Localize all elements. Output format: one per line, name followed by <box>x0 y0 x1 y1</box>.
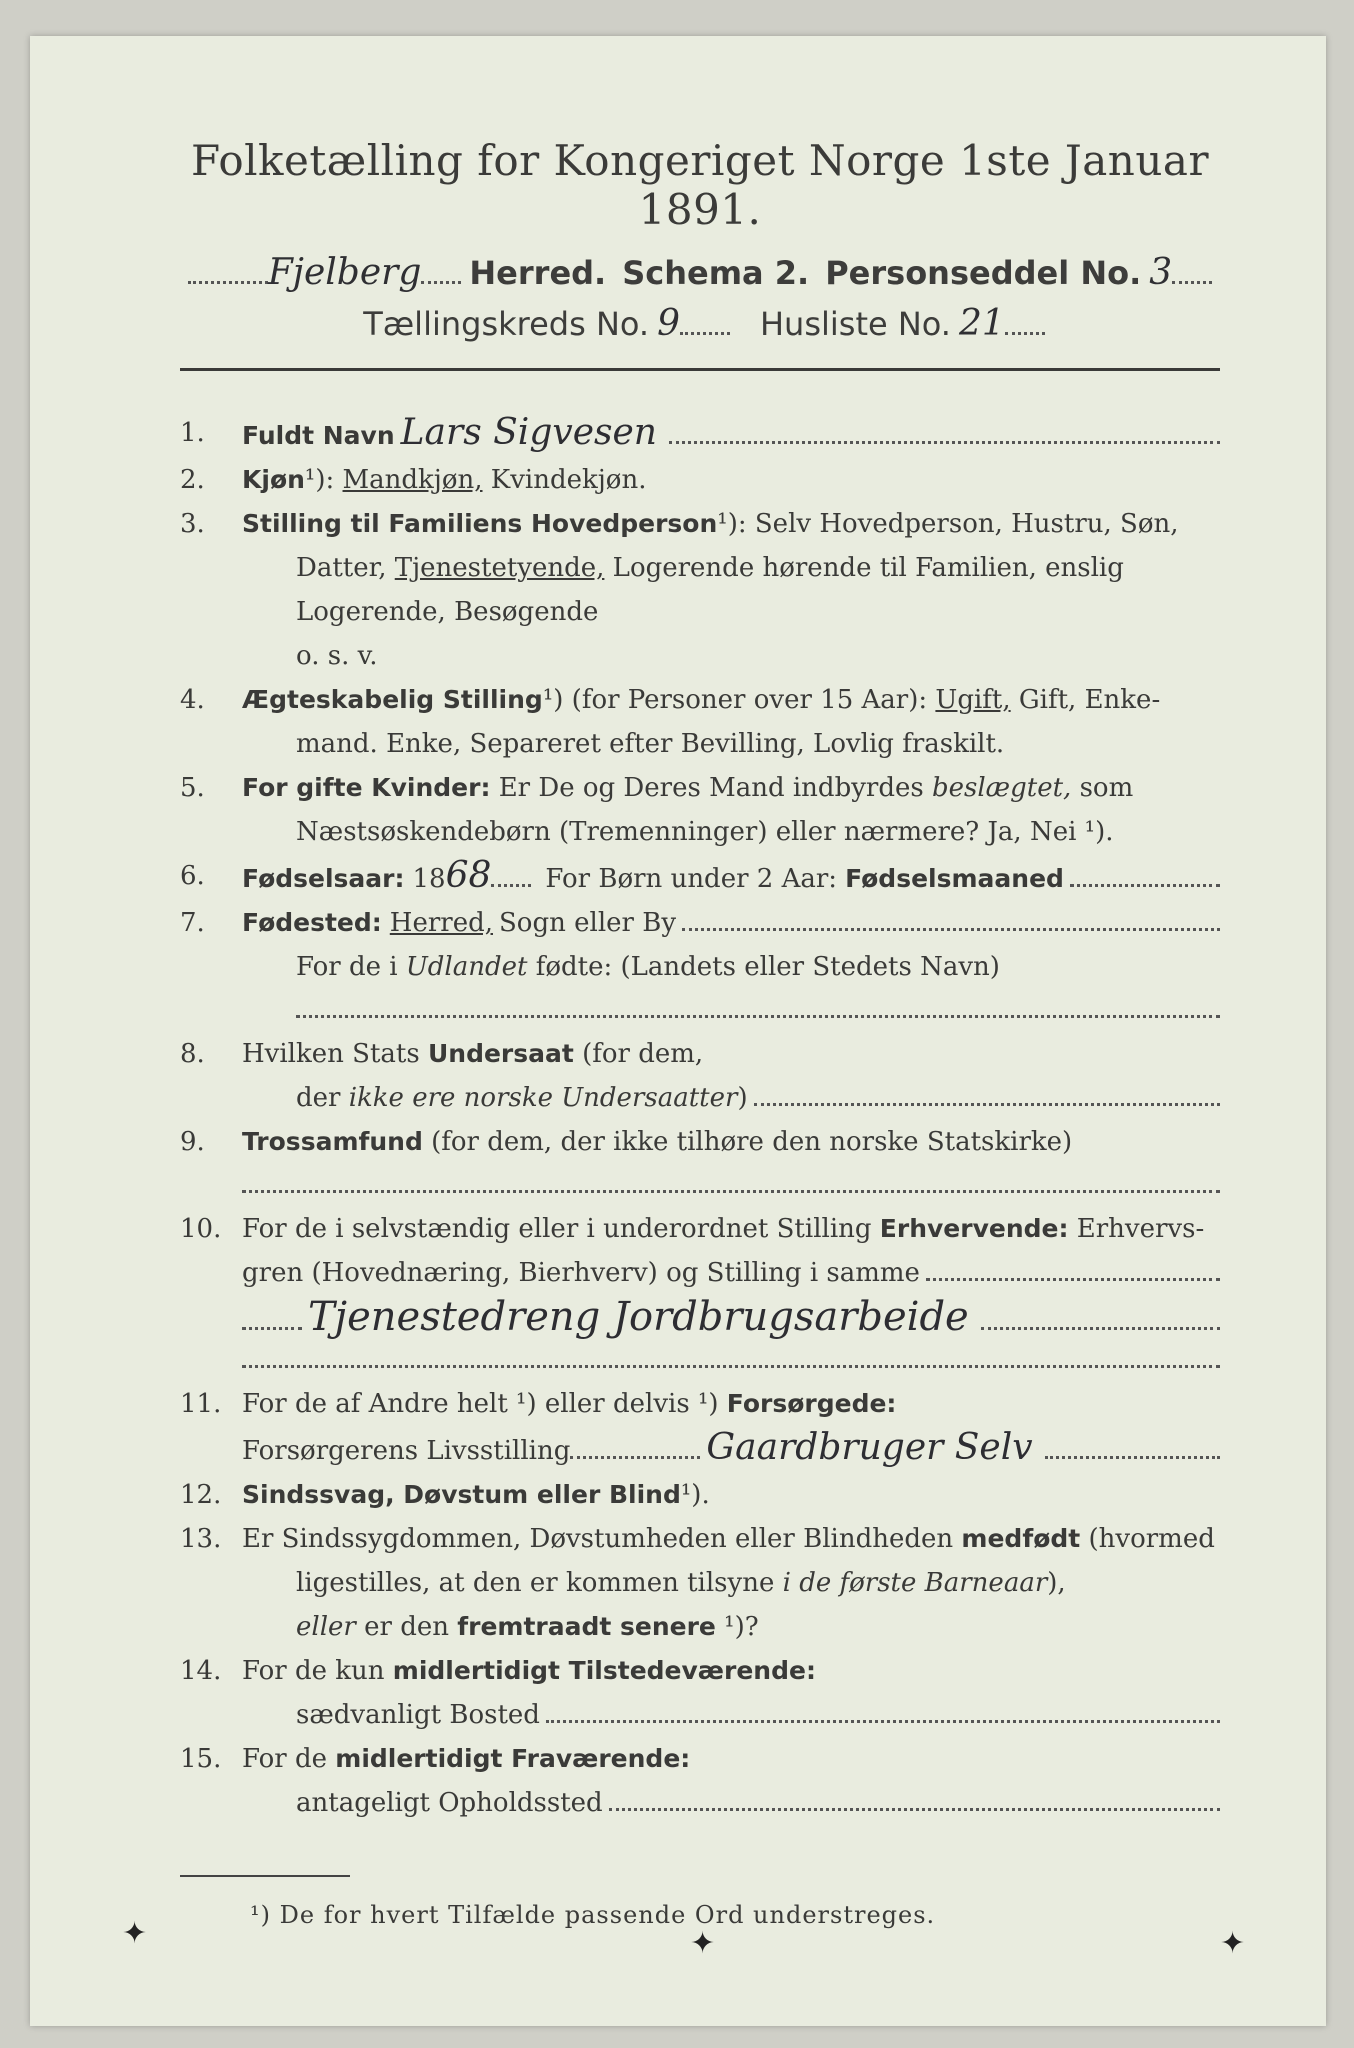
temporary-present-label: midlertidigt Tilstedeværende: <box>392 1656 816 1685</box>
option-tjenestetyende: Tjenestetyende, <box>394 553 605 583</box>
center-mark: ✦ <box>690 1926 716 1961</box>
birth-year-value: 68 <box>445 855 492 896</box>
full-name-value: Lars Sigvesen <box>400 412 657 453</box>
item-number: 5. <box>180 773 205 803</box>
header-line-2 <box>180 303 1220 344</box>
dotted-leader <box>242 1164 1220 1193</box>
question-text: er den <box>364 1612 449 1642</box>
personseddel-label: Personseddel No. <box>825 254 1142 292</box>
dotted-leader <box>570 1456 700 1459</box>
question-text: (for dem, der ikke tilhøre den norske Statskirke) <box>431 1127 1073 1157</box>
item-15 <box>180 1737 1220 1825</box>
item-number: 12. <box>180 1480 222 1510</box>
full-name-label: Fuldt Navn <box>242 421 395 450</box>
question-text: som <box>1079 773 1134 803</box>
birth-year-prefix: 18 <box>412 864 446 894</box>
dotted-leader <box>680 332 730 335</box>
question-text: Udlandet <box>405 952 528 982</box>
religion-label: Trossamfund <box>242 1127 423 1156</box>
question-text: gren (Hovednæring, Bierhverv) og Stilling i samme <box>242 1258 920 1288</box>
item-3 <box>180 502 1220 678</box>
item-13 <box>180 1517 1220 1649</box>
option-text: o. s. v. <box>296 641 378 671</box>
dotted-leader <box>1045 1430 1220 1459</box>
herred-value: Fjelberg <box>267 252 422 293</box>
dotted-leader <box>421 281 461 284</box>
question-text: (for dem, <box>582 1039 704 1069</box>
footnote-ref: ¹): <box>717 509 747 539</box>
birthplace-label: Fødested: <box>242 908 382 937</box>
corner-mark: ✦ <box>1220 1926 1246 1961</box>
item-7 <box>180 901 1220 1018</box>
dotted-leader <box>682 902 1220 931</box>
question-text: For Børn under 2 Aar: <box>545 864 838 894</box>
option-text: Logerende, Besøgende <box>296 597 599 627</box>
dotted-leader <box>669 415 1220 444</box>
kreds-value: 9 <box>657 303 680 344</box>
option-text: Logerende hørende til Familien, enslig <box>612 553 1124 583</box>
item-6 <box>180 854 1220 901</box>
item-12 <box>180 1473 1220 1517</box>
supporter-occupation-value: Gaardbruger Selv <box>706 1427 1033 1468</box>
item-2 <box>180 458 1220 502</box>
herred-label: Herred. <box>469 254 607 292</box>
dotted-leader <box>242 1339 1220 1368</box>
header-line-1 <box>180 252 1220 293</box>
footnote: ¹) De for hvert Tilfælde passende Ord understreges. <box>250 1901 936 1929</box>
option-herred: Herred, <box>389 908 493 938</box>
item-9 <box>180 1120 1220 1193</box>
question-text: eller <box>296 1612 356 1642</box>
disability-label: Sindssvag, Døvstum eller Blind <box>242 1480 681 1509</box>
question-text: For de <box>242 1744 327 1774</box>
dotted-leader <box>981 1301 1220 1330</box>
question-text: (hvormed <box>1088 1524 1215 1554</box>
question-text: ikke ere norske Undersaatter <box>348 1083 738 1113</box>
item-4 <box>180 678 1220 766</box>
citizenship-label: Undersaat <box>427 1039 574 1068</box>
item-5 <box>180 766 1220 854</box>
married-women-label: For gifte Kvinder: <box>242 773 491 802</box>
item-number: 15. <box>180 1744 222 1774</box>
husliste-value: 21 <box>958 303 1005 344</box>
question-text: ) <box>737 1083 748 1113</box>
family-position-label: Stilling til Familiens Hovedperson <box>242 509 718 538</box>
kreds-label: Tællingskreds No. <box>363 305 650 343</box>
dotted-leader <box>188 281 268 284</box>
footnote-ref: ¹): <box>304 465 335 495</box>
question-text: Forsørgerens Livsstilling <box>242 1436 571 1466</box>
marital-status-label: Ægteskabelig Stilling <box>242 685 543 714</box>
question-text: der <box>296 1083 341 1113</box>
footnote-ref: ¹) <box>542 685 564 715</box>
sex-label: Kjøn <box>242 465 305 494</box>
occupation-label: Erhvervende: <box>879 1214 1069 1243</box>
item-number: 11. <box>180 1389 222 1419</box>
question-text: Hvilken Stats <box>242 1039 420 1069</box>
dotted-leader <box>926 1252 1220 1281</box>
item-number: 8. <box>180 1039 205 1069</box>
option-text: Datter, <box>296 553 387 583</box>
question-text: ¹)? <box>724 1612 759 1642</box>
sex-option-female: Kvindekjøn. <box>490 465 647 495</box>
item-number: 13. <box>180 1524 222 1554</box>
husliste-label: Husliste No. <box>759 305 951 343</box>
question-text: fødte: (Landets eller Stedets Navn) <box>535 952 1000 982</box>
birth-month-label: Fødselsmaaned <box>845 864 1064 893</box>
question-text: i de første Barneaar <box>782 1568 1048 1598</box>
question-text: For de kun <box>242 1656 385 1686</box>
corner-mark: ✦ <box>122 1916 148 1951</box>
item-8 <box>180 1032 1220 1120</box>
item-number: 4. <box>180 685 205 715</box>
header-rule <box>180 368 1220 371</box>
personseddel-value: 3 <box>1149 252 1173 293</box>
supported-label: Forsørgede: <box>726 1389 897 1418</box>
option-ugift: Ugift, <box>935 685 1011 715</box>
dotted-leader <box>546 1694 1220 1723</box>
item-number: 9. <box>180 1127 205 1157</box>
dotted-leader <box>491 884 531 887</box>
item-1 <box>180 411 1220 458</box>
question-text: For de i selvstændig eller i underordnet Stilling <box>242 1214 872 1244</box>
later-onset-label: fremtraadt senere <box>457 1612 716 1641</box>
schema-label: Schema 2. <box>622 254 810 292</box>
item-number: 1. <box>180 418 205 448</box>
dotted-leader <box>1070 858 1220 887</box>
item-number: 14. <box>180 1656 222 1686</box>
dotted-leader <box>242 1327 302 1330</box>
question-text: For de af Andre helt ¹) eller delvis ¹) <box>242 1389 719 1419</box>
item-number: 2. <box>180 465 205 495</box>
footnote-rule <box>180 1875 350 1877</box>
item-number: 7. <box>180 908 205 938</box>
item-11 <box>180 1382 1220 1473</box>
temporary-absent-label: midlertidigt Fraværende: <box>335 1744 691 1773</box>
form-content <box>180 136 1220 1929</box>
dotted-leader <box>609 1782 1220 1811</box>
item-number: 3. <box>180 509 205 539</box>
question-text: Er Sindssygdommen, Døvstumheden eller Blindheden <box>242 1524 954 1554</box>
question-text: Næstsøskendebørn (Tremenninger) eller nærmere? Ja, Nei ¹). <box>296 817 1114 847</box>
question-text: beslægtet, <box>931 773 1072 803</box>
option-text: Sogn eller By <box>499 908 677 938</box>
option-text: Gift, Enke- <box>1018 685 1161 715</box>
form-title: Folketælling for Kongeriget Norge 1ste Januar 1891. <box>190 136 1210 234</box>
occupation-value: Tjenestedreng Jordbrugsarbeide <box>308 1294 969 1340</box>
birth-year-label: Fødselsaar: <box>242 864 405 893</box>
sex-option-male: Mandkjøn, <box>342 465 483 495</box>
dotted-leader <box>754 1077 1220 1106</box>
footnote-ref: ¹). <box>680 1480 710 1510</box>
congenital-label: medfødt <box>961 1524 1081 1553</box>
item-14 <box>180 1649 1220 1737</box>
question-text: antageligt Opholdssted <box>296 1788 603 1818</box>
dotted-leader <box>1005 332 1045 335</box>
census-form-page <box>30 36 1326 2026</box>
option-text: mand. Enke, Separeret efter Bevilling, Lovlig fraskilt. <box>296 729 1005 759</box>
family-position-options: Selv Hovedperson, Hustru, Søn, <box>754 509 1179 539</box>
item-number: 10. <box>180 1214 222 1244</box>
question-text: For de i <box>296 952 398 982</box>
question-text: Erhvervs- <box>1076 1214 1205 1244</box>
question-text: Er De og Deres Mand indbyrdes <box>498 773 924 803</box>
question-text: ), <box>1047 1568 1066 1598</box>
marital-note: (for Personer over 15 Aar): <box>571 685 928 715</box>
question-text: sædvanligt Bosted <box>296 1700 540 1730</box>
question-text: ligestilles, at den er kommen tilsyne <box>296 1568 775 1598</box>
dotted-leader <box>296 989 1220 1018</box>
item-number: 6. <box>180 861 205 891</box>
item-10 <box>180 1207 1220 1368</box>
dotted-leader <box>1172 281 1212 284</box>
